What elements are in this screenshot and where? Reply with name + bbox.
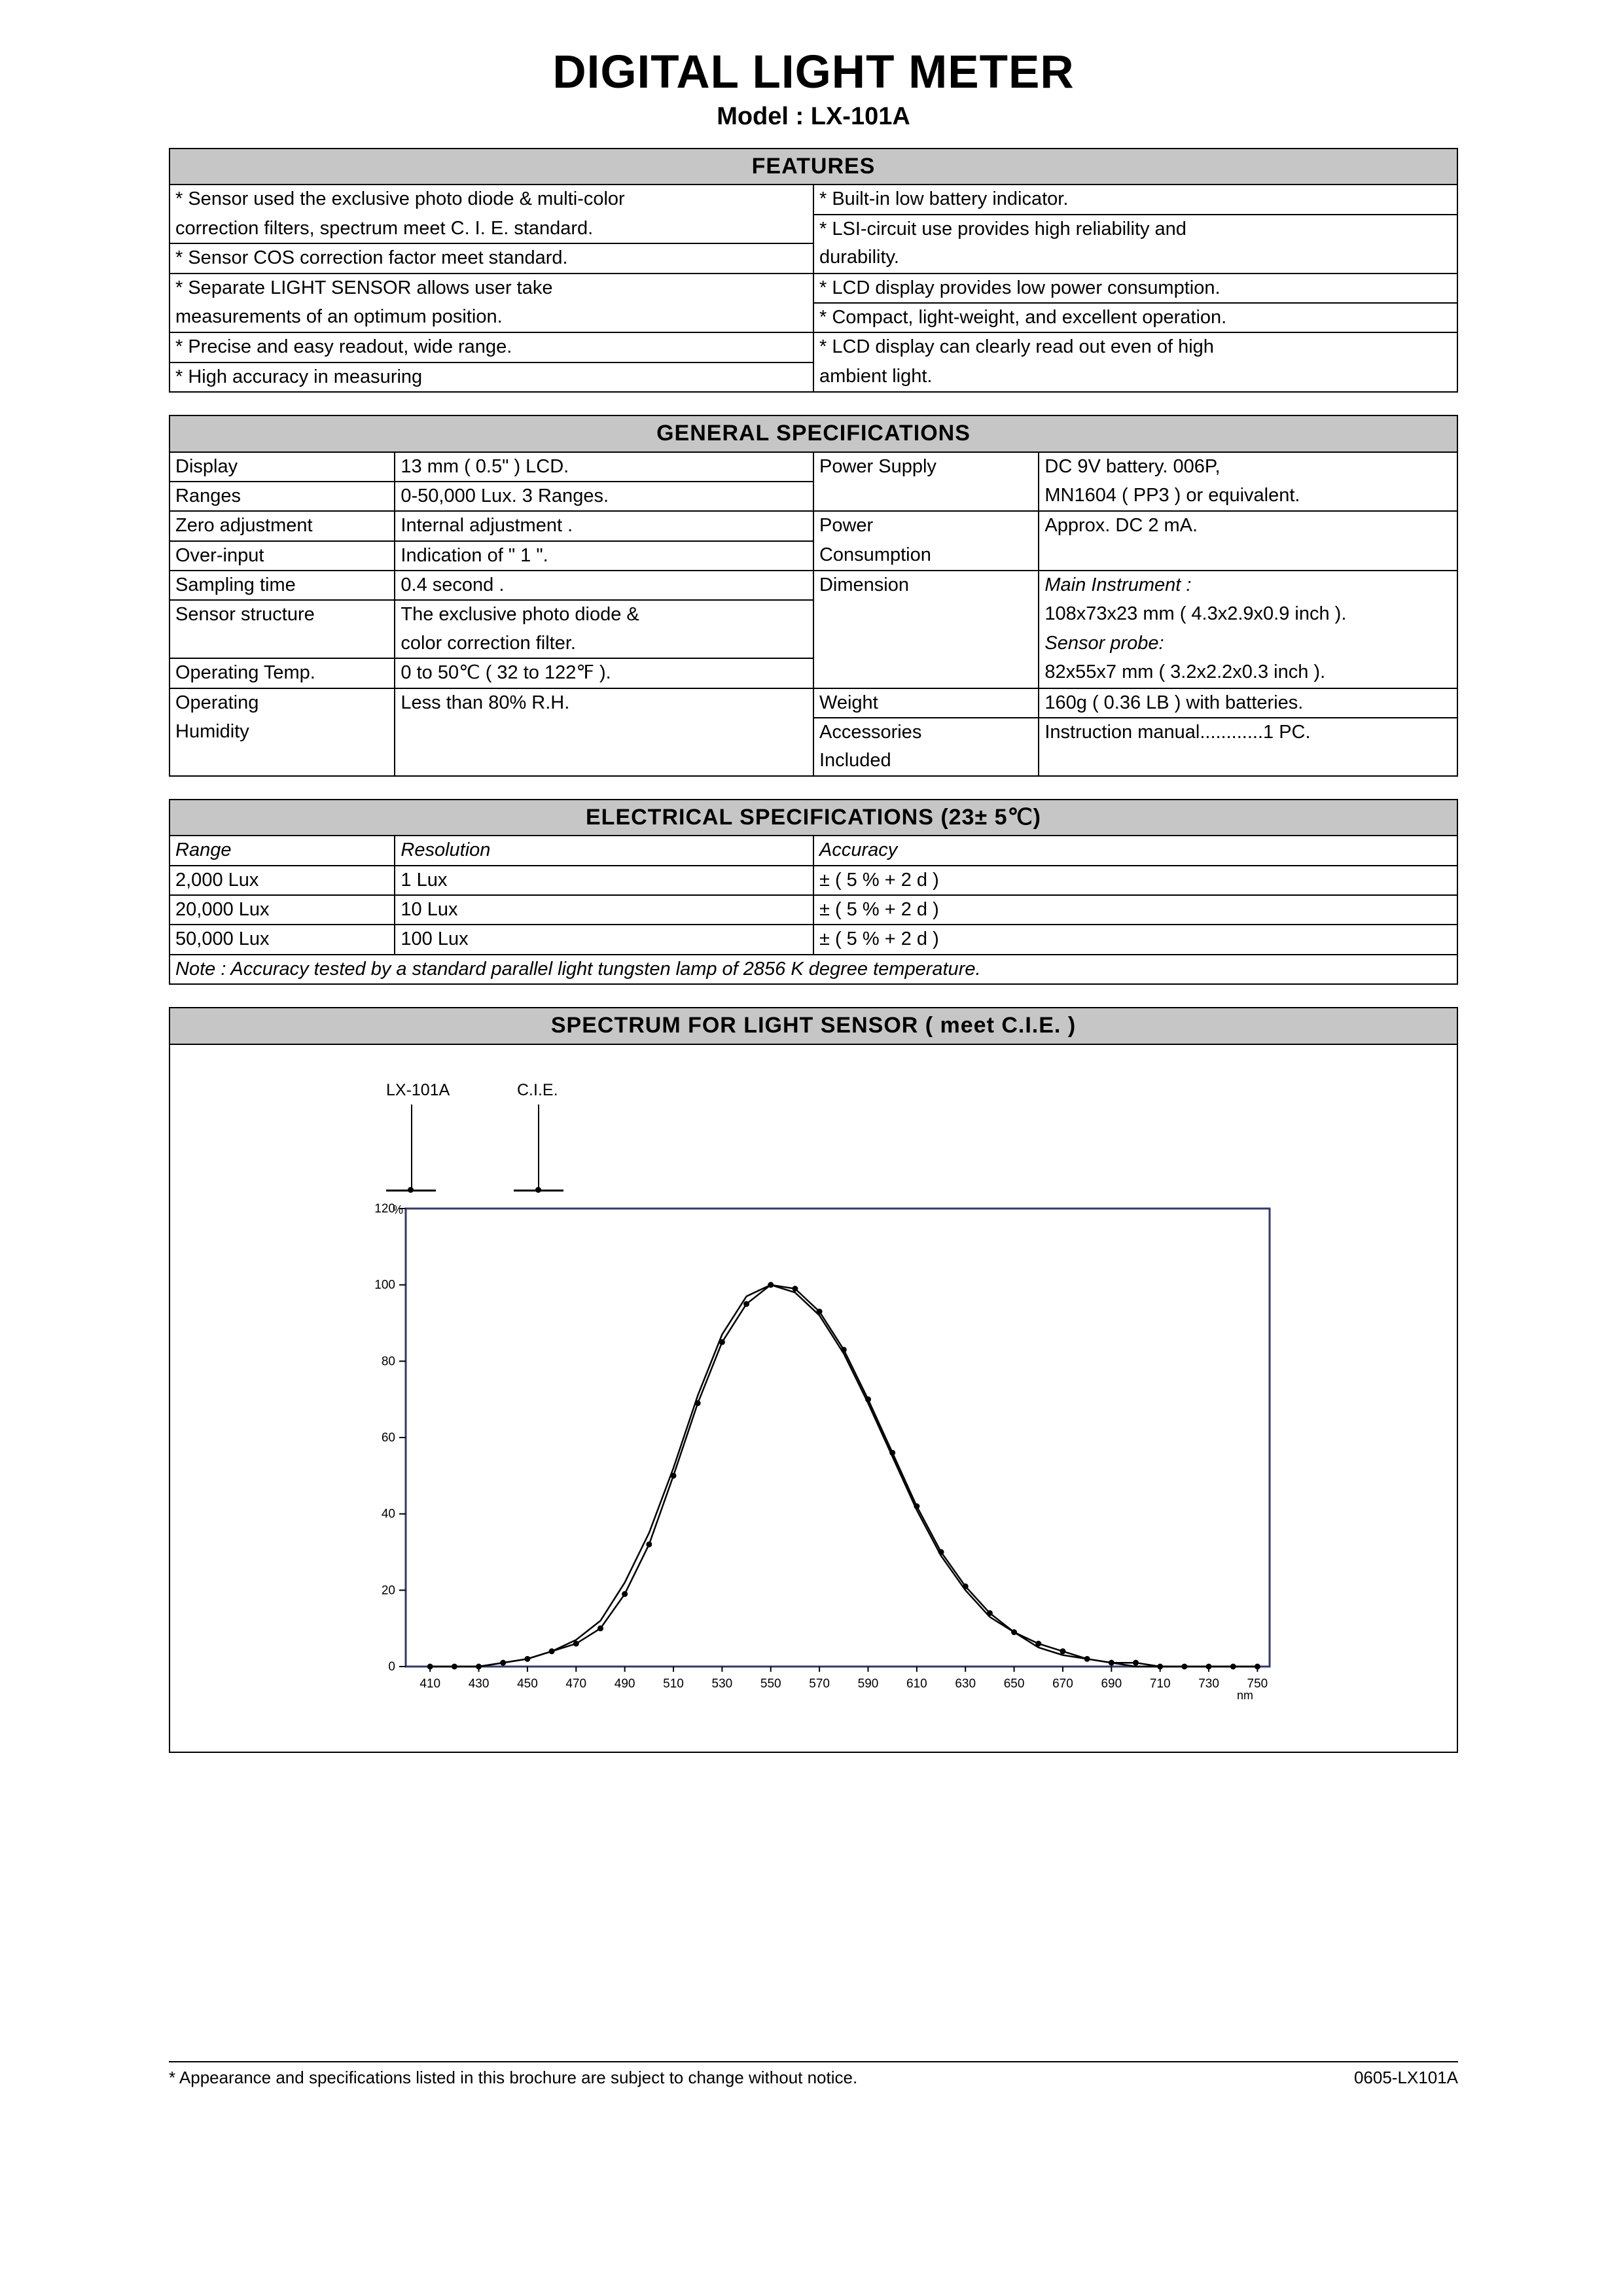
cell-range: 50,000 Lux (169, 925, 395, 954)
page-footer (169, 2061, 1458, 2088)
svg-text:750: 750 (1247, 1676, 1268, 1691)
column-header-resolution: Resolution (395, 836, 813, 865)
table-row (169, 571, 1457, 600)
spec-value: 0 to 50℃ ( 32 to 122℉ ). (395, 658, 813, 688)
svg-text:710: 710 (1149, 1676, 1171, 1691)
spec-value: Approx. DC 2 mA. (1039, 511, 1457, 540)
svg-text:490: 490 (614, 1676, 635, 1691)
table-row (169, 541, 1457, 571)
legend-marker-cie (535, 1187, 541, 1193)
feature-left-2: * Sensor COS correction factor meet standard. (169, 243, 813, 273)
table-row (169, 243, 1457, 273)
page-content (169, 46, 1458, 1775)
svg-text:570: 570 (809, 1676, 830, 1691)
spec-label: Power (813, 511, 1039, 540)
spec-label: Weight (813, 688, 1039, 718)
spec-label (813, 658, 1039, 688)
feature-left-1: correction filters, spectrum meet C. I. E. standard. (169, 215, 813, 243)
cell-resolution: 10 Lux (395, 895, 813, 925)
spec-value (395, 718, 813, 747)
electrical-heading: ELECTRICAL SPECIFICATIONS (23± 5℃) (169, 800, 1457, 836)
spec-value: MN1604 ( PP3 ) or equivalent. (1039, 482, 1457, 511)
table-row (169, 747, 1457, 775)
svg-text:60: 60 (381, 1430, 395, 1445)
svg-text:430: 430 (468, 1676, 490, 1691)
table-row (169, 274, 1457, 303)
spec-value (1039, 747, 1457, 775)
svg-text:80: 80 (381, 1354, 395, 1368)
footer-code: 0605-LX101A (1353, 2068, 1458, 2087)
spec-value: 0-50,000 Lux. 3 Ranges. (395, 482, 813, 511)
electrical-specifications-section (169, 799, 1458, 985)
column-header-range: Range (169, 836, 395, 865)
feature-right-6: ambient light. (813, 362, 1457, 392)
spec-label (169, 747, 395, 775)
spectral-response-chart (366, 1202, 1283, 1725)
spec-label (813, 600, 1039, 629)
feature-right-3: * LCD display provides low power consumption. (813, 274, 1457, 303)
table-row (169, 836, 1457, 865)
svg-text:120: 120 (374, 1201, 395, 1216)
spec-label: Display (169, 452, 395, 482)
page-title: DIGITAL LIGHT METER (552, 46, 1075, 98)
spec-label: Sampling time (169, 571, 395, 600)
svg-text:610: 610 (906, 1676, 927, 1691)
spec-value: 108x73x23 mm ( 4.3x2.9x0.9 inch ). (1039, 600, 1457, 629)
spec-label: Dimension (813, 571, 1039, 600)
svg-text:40: 40 (381, 1507, 395, 1521)
legend-leader-line-lx101a (411, 1104, 412, 1190)
spec-label (169, 629, 395, 658)
spec-value (395, 747, 813, 775)
spec-label: Ranges (169, 482, 395, 511)
legend-label-cie: C.I.E. (517, 1080, 558, 1099)
table-row (169, 866, 1457, 895)
table-row (169, 800, 1457, 836)
spec-value: 160g ( 0.36 LB ) with batteries. (1039, 688, 1457, 718)
spec-value: Indication of " 1 ". (395, 541, 813, 571)
svg-text:630: 630 (955, 1676, 976, 1691)
table-row (169, 629, 1457, 658)
svg-text:0: 0 (388, 1659, 395, 1674)
spec-value: color correction filter. (395, 629, 813, 658)
table-row (169, 362, 1457, 392)
cell-resolution: 1 Lux (395, 866, 813, 895)
spec-label (813, 629, 1039, 658)
feature-right-0: * Built-in low battery indicator. (813, 185, 1457, 214)
spectrum-heading-table (169, 1007, 1458, 1044)
svg-text:450: 450 (517, 1676, 538, 1691)
spec-value: Main Instrument : (1039, 571, 1457, 600)
spec-label: Accessories (813, 718, 1039, 747)
spec-value: Internal adjustment . (395, 511, 813, 540)
spectrum-section (169, 1007, 1458, 1752)
svg-text:550: 550 (760, 1676, 781, 1691)
legend-leader-line-cie (538, 1104, 539, 1190)
spectrum-heading: SPECTRUM FOR LIGHT SENSOR ( meet C.I.E. ) (169, 1008, 1457, 1044)
table-row (169, 925, 1457, 954)
y-axis-unit: % (393, 1203, 404, 1216)
spec-value: The exclusive photo diode & (395, 600, 813, 629)
spec-value: 82x55x7 mm ( 3.2x2.2x0.3 inch ). (1039, 658, 1457, 688)
svg-text:410: 410 (419, 1676, 441, 1691)
spec-value: DC 9V battery. 006P, (1039, 452, 1457, 482)
cell-accuracy: ± ( 5 % + 2 d ) (813, 895, 1457, 925)
feature-left-4: measurements of an optimum position. (169, 303, 813, 332)
x-axis-unit: nm (1237, 1688, 1254, 1702)
feature-left-6: * High accuracy in measuring (169, 362, 813, 392)
spec-value: 13 mm ( 0.5" ) LCD. (395, 452, 813, 482)
model-subtitle: Model : LX-101A (717, 103, 910, 130)
table-row (169, 149, 1457, 185)
cell-resolution: 100 Lux (395, 925, 813, 954)
table-row (169, 452, 1457, 482)
legend-marker-lx101a (408, 1187, 414, 1193)
feature-right-2: durability. (813, 243, 1457, 273)
svg-text:20: 20 (381, 1583, 395, 1597)
chart-svg (366, 1202, 1283, 1725)
svg-text:470: 470 (565, 1676, 587, 1691)
legend-label-lx101a: LX-101A (386, 1080, 450, 1099)
spec-value: Instruction manual............1 PC. (1039, 718, 1457, 747)
table-row (169, 600, 1457, 629)
spec-label: Humidity (169, 718, 395, 747)
table-row (169, 332, 1457, 362)
svg-text:730: 730 (1198, 1676, 1219, 1691)
table-row (169, 511, 1457, 540)
feature-left-3: * Separate LIGHT SENSOR allows user take (169, 274, 813, 303)
spec-label: Over-input (169, 541, 395, 571)
features-table (169, 148, 1458, 393)
cell-accuracy: ± ( 5 % + 2 d ) (813, 925, 1457, 954)
spec-value: Sensor probe: (1039, 629, 1457, 658)
table-row (169, 215, 1457, 243)
table-row (169, 955, 1457, 984)
spec-value: 0.4 second . (395, 571, 813, 600)
spec-value (1039, 541, 1457, 571)
cell-range: 2,000 Lux (169, 866, 395, 895)
svg-text:590: 590 (857, 1676, 879, 1691)
table-row (169, 718, 1457, 747)
footer-note: * Appearance and specifications listed in this brochure are subject to change without notice. (169, 2068, 858, 2087)
feature-left-0: * Sensor used the exclusive photo diode & multi-color (169, 185, 813, 214)
features-heading: FEATURES (169, 149, 1457, 185)
table-row (169, 688, 1457, 718)
svg-text:690: 690 (1101, 1676, 1122, 1691)
spec-label: Operating Temp. (169, 658, 395, 688)
table-row (169, 658, 1457, 688)
electrical-note: Note : Accuracy tested by a standard parallel light tungsten lamp of 2856 K degree temperature. (169, 955, 1457, 984)
cell-accuracy: ± ( 5 % + 2 d ) (813, 866, 1457, 895)
spec-label: Zero adjustment (169, 511, 395, 540)
feature-right-5: * LCD display can clearly read out even of high (813, 332, 1457, 362)
spec-label: Operating (169, 688, 395, 718)
spec-label: Power Supply (813, 452, 1039, 482)
table-row (169, 482, 1457, 511)
table-row (169, 303, 1457, 332)
svg-text:650: 650 (1003, 1676, 1025, 1691)
spec-label: Sensor structure (169, 600, 395, 629)
feature-right-4: * Compact, light-weight, and excellent operation. (813, 303, 1457, 332)
feature-left-5: * Precise and easy readout, wide range. (169, 332, 813, 362)
svg-text:510: 510 (663, 1676, 684, 1691)
svg-text:530: 530 (711, 1676, 733, 1691)
feature-right-1: * LSI-circuit use provides high reliability and (813, 215, 1457, 243)
svg-text:670: 670 (1052, 1676, 1073, 1691)
y-axis-ticks (374, 1202, 406, 1674)
spec-label: Consumption (813, 541, 1039, 571)
general-specifications-section (169, 415, 1458, 777)
electrical-specifications-table (169, 799, 1458, 985)
spectrum-chart-box (169, 1045, 1458, 1753)
svg-text:100: 100 (374, 1278, 395, 1292)
general-heading: GENERAL SPECIFICATIONS (169, 415, 1457, 451)
spec-label (813, 482, 1039, 511)
cell-range: 20,000 Lux (169, 895, 395, 925)
table-row (169, 895, 1457, 925)
table-row (169, 1008, 1457, 1044)
spec-value: Less than 80% R.H. (395, 688, 813, 718)
spec-label: Included (813, 747, 1039, 775)
column-header-accuracy: Accuracy (813, 836, 1457, 865)
x-axis-ticks (419, 1667, 1268, 1691)
table-row (169, 415, 1457, 451)
general-specifications-table (169, 415, 1458, 777)
table-row (169, 185, 1457, 214)
features-section (169, 148, 1458, 393)
